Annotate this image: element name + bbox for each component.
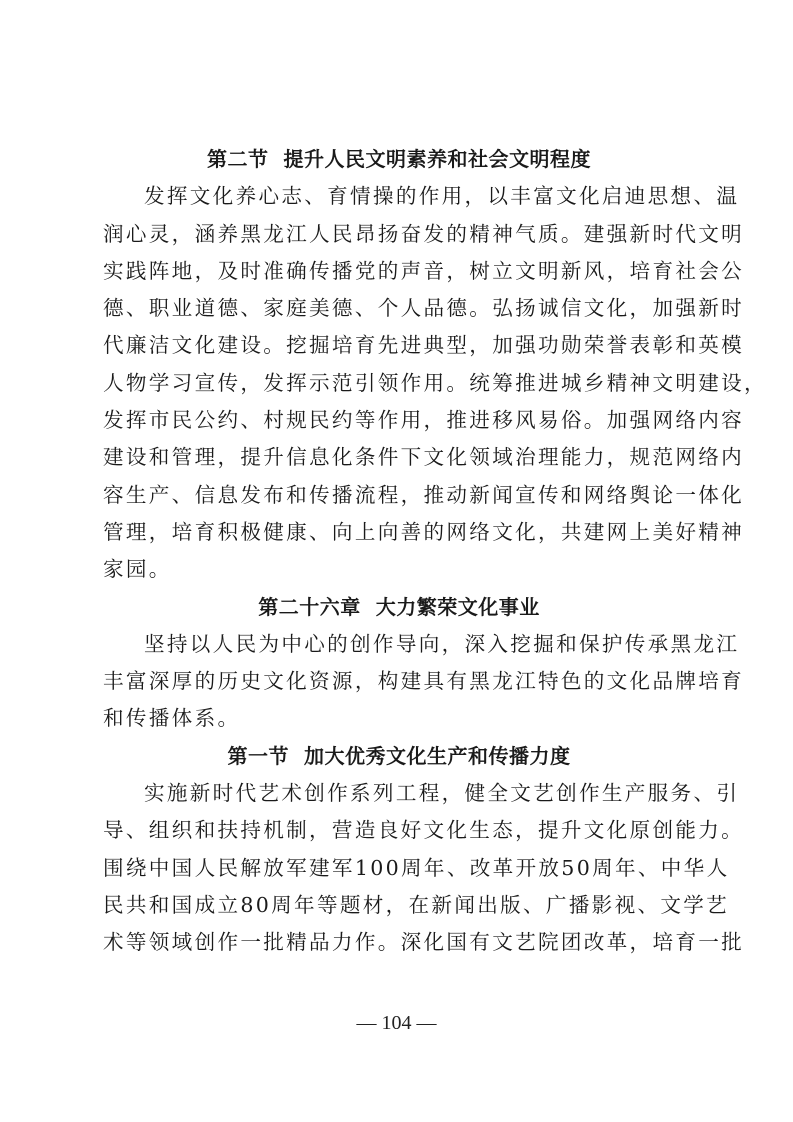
page-number: — 104 —: [356, 1012, 437, 1034]
paragraph-line: 发挥文化养心志、育情操的作用，以丰富文化启迪思想、温: [144, 184, 740, 209]
paragraph-line: 润心灵，涵养黑龙江人民昂扬奋发的精神气质。建强新时代文明: [103, 221, 745, 246]
paragraph-line: 导、组织和扶持机制，营造良好文化生态，提升文化原创能力。: [103, 818, 745, 843]
paragraph-chapter-intro: [103, 626, 745, 738]
paragraph-line: 民共和国成立80周年等题材，在新闻出版、广播影视、文学艺: [103, 892, 730, 917]
paragraph-line: 实施新时代艺术创作系列工程，健全文艺创作生产服务、引: [144, 781, 740, 806]
paragraph-culture-production: [103, 775, 745, 961]
paragraph-line: 容生产、信息发布和传播流程，推动新闻宣传和网络舆论一体化: [103, 482, 745, 507]
paragraph-civilization: [103, 178, 767, 588]
paragraph-line: 德、职业道德、家庭美德、个人品德。弘扬诚信文化，加强新时: [103, 296, 745, 321]
section-heading-1: 第一节 加大优秀文化生产和传播力度: [227, 743, 571, 768]
paragraph-line: 坚持以人民为中心的创作导向，深入挖掘和保护传承黑龙江: [144, 631, 740, 656]
paragraph-line: 围绕中国人民解放军建军100周年、改革开放50周年、中华人: [103, 855, 730, 880]
paragraph-line: 发挥市民公约、村规民约等作用，推进移风易俗。加强网络内容: [103, 408, 745, 433]
paragraph-line: 管理，培育积极健康、向上向善的网络文化，共建网上美好精神: [103, 519, 745, 544]
paragraph-line: 人物学习宣传，发挥示范引领作用。统筹推进城乡精神文明建设，: [103, 370, 767, 395]
paragraph-line: 术等领域创作一批精品力作。深化国有文艺院团改革，培育一批: [103, 930, 745, 955]
paragraph-line: 和传播体系。: [103, 706, 241, 731]
paragraph-line: 家园。: [103, 557, 172, 582]
paragraph-line: 实践阵地，及时准确传播党的声音，树立文明新风，培育社会公: [103, 258, 745, 283]
paragraph-line: 代廉洁文化建设。挖掘培育先进典型，加强功勋荣誉表彰和英模: [103, 333, 745, 358]
chapter-heading-26: 第二十六章 大力繁荣文化事业: [258, 594, 540, 619]
paragraph-line: 丰富深厚的历史文化资源，构建具有黑龙江特色的文化品牌培育: [103, 669, 745, 694]
document-page: [103, 141, 767, 962]
section-heading-2: 第二节 提升人民文明素养和社会文明程度: [207, 147, 591, 171]
paragraph-line: 建设和管理，提升信息化条件下文化领域治理能力，规范网络内: [103, 445, 745, 470]
